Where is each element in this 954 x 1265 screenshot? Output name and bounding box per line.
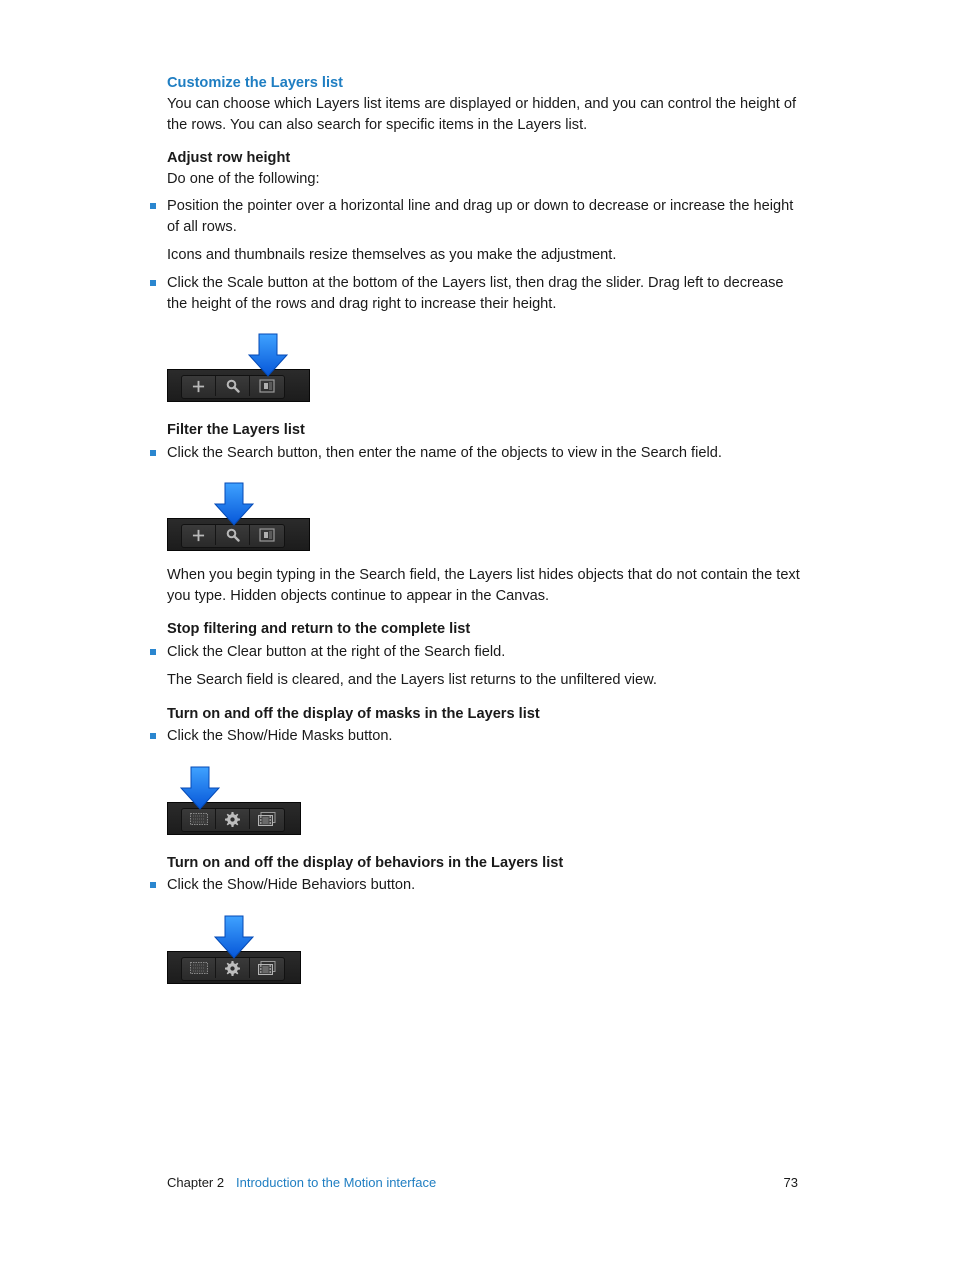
stop-filtering-title: Stop filtering and return to the complete list bbox=[167, 621, 471, 637]
footer-chapter: Chapter 2 bbox=[167, 1175, 225, 1190]
bullet-marker bbox=[150, 882, 156, 888]
filter-bullet: Click the Search button, then enter the name of the objects to view in the Search field. bbox=[167, 445, 722, 461]
behaviors-title: Turn on and off the display of behaviors in the Layers list bbox=[167, 855, 564, 871]
bullet-marker bbox=[150, 733, 156, 739]
footer-chapter-title[interactable]: Introduction to the Motion interface bbox=[236, 1175, 437, 1190]
layers-toolbar-figure bbox=[167, 369, 310, 402]
masks-bullet: Click the Show/Hide Masks button. bbox=[167, 728, 393, 744]
show-hide-filters-button[interactable] bbox=[250, 958, 284, 978]
section-intro: You can choose which Layers list items are displayed or hidden, and you can control the height of the rows. You can also search for specific items in the Layers list. bbox=[167, 96, 796, 133]
adjust-row-height-note: Icons and thumbnails resize themselves as you make the adjustment. bbox=[167, 247, 617, 263]
bullet-marker bbox=[150, 450, 156, 456]
bullet-marker bbox=[150, 203, 156, 209]
down-arrow-icon bbox=[214, 482, 254, 526]
add-button[interactable] bbox=[182, 376, 216, 396]
adjust-row-height-bullet-2: Click the Scale button at the bottom of the Layers list, then drag the slider. Drag left to decrease the height of the rows and drag right to increase their height. bbox=[167, 275, 784, 312]
show-hide-behaviors-button[interactable] bbox=[216, 958, 250, 978]
toolbar-button-group bbox=[181, 957, 285, 981]
toolbar-button-group bbox=[181, 524, 285, 548]
bullet-marker bbox=[150, 649, 156, 655]
down-arrow-icon bbox=[180, 766, 220, 810]
add-icon bbox=[192, 529, 205, 542]
scale-icon bbox=[259, 528, 275, 542]
show-hide-masks-button[interactable] bbox=[182, 958, 216, 978]
section-title: Customize the Layers list bbox=[167, 75, 343, 91]
filter-title: Filter the Layers list bbox=[167, 422, 305, 438]
adjust-row-height-lead: Do one of the following: bbox=[167, 171, 320, 187]
show-hide-filters-button[interactable] bbox=[250, 809, 284, 829]
scale-button[interactable] bbox=[250, 525, 284, 545]
toolbar-button-group bbox=[181, 808, 285, 832]
filmstrip-icon bbox=[258, 961, 276, 975]
adjust-row-height-bullet-1: Position the pointer over a horizontal line and drag up or down to decrease or increase the height of all rows. bbox=[167, 198, 794, 235]
page-number: 73 bbox=[783, 1175, 798, 1190]
show-hide-masks-button[interactable] bbox=[182, 809, 216, 829]
filter-note: When you begin typing in the Search field, the Layers list hides objects that do not contain the text you type. Hidden objects continue to appear in the Canvas. bbox=[167, 567, 800, 604]
gear-icon bbox=[225, 812, 240, 827]
stop-filtering-note: The Search field is cleared, and the Layers list returns to the unfiltered view. bbox=[167, 672, 657, 688]
scale-icon bbox=[259, 379, 275, 393]
search-icon bbox=[226, 379, 240, 393]
filmstrip-icon bbox=[258, 812, 276, 826]
mask-icon bbox=[190, 962, 208, 974]
search-button[interactable] bbox=[216, 376, 250, 396]
add-button[interactable] bbox=[182, 525, 216, 545]
bullet-marker bbox=[150, 280, 156, 286]
masks-title: Turn on and off the display of masks in the Layers list bbox=[167, 706, 540, 722]
down-arrow-icon bbox=[214, 915, 254, 959]
down-arrow-icon bbox=[248, 333, 288, 377]
scale-button[interactable] bbox=[250, 376, 284, 396]
mask-icon bbox=[190, 813, 208, 825]
search-icon bbox=[226, 528, 240, 542]
gear-icon bbox=[225, 961, 240, 976]
behaviors-bullet: Click the Show/Hide Behaviors button. bbox=[167, 877, 416, 893]
toolbar-button-group bbox=[181, 375, 285, 399]
add-icon bbox=[192, 380, 205, 393]
show-hide-behaviors-button[interactable] bbox=[216, 809, 250, 829]
search-button[interactable] bbox=[216, 525, 250, 545]
adjust-row-height-title: Adjust row height bbox=[167, 150, 291, 166]
stop-filtering-bullet: Click the Clear button at the right of the Search field. bbox=[167, 644, 506, 660]
